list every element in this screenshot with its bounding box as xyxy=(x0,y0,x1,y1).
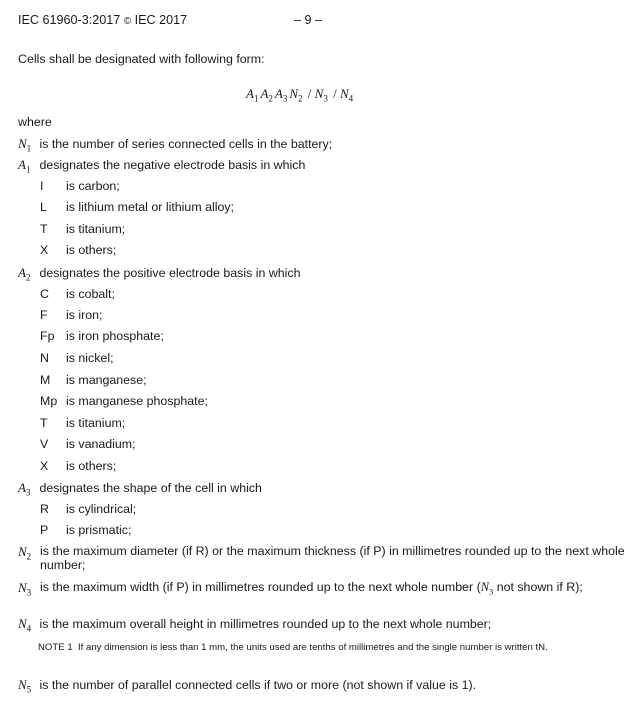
item-text: is cobalt; xyxy=(66,287,115,301)
item-code: P xyxy=(40,523,49,537)
list-item xyxy=(40,308,103,322)
symbol-a2: $A_2$ xyxy=(18,265,31,283)
symbol-n5: $N_5$ xyxy=(18,677,32,695)
note-label: NOTE 1 xyxy=(38,642,73,653)
copyright-text: IEC 2017 xyxy=(134,13,188,27)
item-text: is nickel; xyxy=(66,351,114,365)
item-code: I xyxy=(40,179,44,193)
list-item xyxy=(40,222,125,236)
item-text: is iron phosphate; xyxy=(66,329,164,343)
list-item xyxy=(40,351,114,365)
list-item xyxy=(40,523,131,537)
item-code: C xyxy=(40,287,49,301)
definition-n1-text: is the number of series connected cells in the battery; xyxy=(39,137,333,151)
page-header xyxy=(18,13,187,27)
item-text: is lithium metal or lithium alloy; xyxy=(66,200,235,214)
copyright-symbol: © xyxy=(123,16,132,27)
item-code: T xyxy=(40,222,48,236)
list-item xyxy=(40,287,115,301)
standard-id: IEC 61960-3:2017 xyxy=(18,13,121,27)
formula-term: $N_4$ xyxy=(339,86,354,104)
page-number: – 9 – xyxy=(294,13,323,27)
symbol-a1: $A_1$ xyxy=(18,157,31,175)
item-code: L xyxy=(40,200,47,214)
item-text: is cylindrical; xyxy=(66,502,137,516)
list-item xyxy=(40,243,116,257)
list-item xyxy=(40,373,147,387)
designation-formula xyxy=(246,86,355,104)
definition-n3-text: is the maximum width (if P) in millimetres rounded up to the next whole number ($N_3$ not shown if R); xyxy=(40,580,583,597)
item-code: V xyxy=(40,437,49,451)
definition-n5 xyxy=(18,677,476,695)
item-text: is manganese phosphate; xyxy=(66,394,208,408)
definition-a3-text: designates the shape of the cell in which xyxy=(39,481,262,495)
item-code: M xyxy=(40,373,51,387)
list-item xyxy=(40,179,120,193)
item-code: X xyxy=(40,243,49,257)
list-item xyxy=(40,459,116,473)
item-text: is prismatic; xyxy=(66,523,132,537)
symbol-a3: $A_3$ xyxy=(18,480,31,498)
item-text: is others; xyxy=(66,243,117,257)
list-item xyxy=(40,502,136,516)
item-text: is titanium; xyxy=(66,416,126,430)
definition-n5-text: is the number of parallel connected cells if two or more (not shown if value is 1). xyxy=(39,678,477,692)
definition-n4-text: is the maximum overall height in millimetres rounded up to the next whole number; xyxy=(39,617,492,631)
formula-term: $A_3$ xyxy=(274,86,288,104)
item-text: is others; xyxy=(66,459,117,473)
list-item xyxy=(40,437,136,451)
symbol-n4: $N_4$ xyxy=(18,616,32,634)
item-code: N xyxy=(40,351,49,365)
definition-n1 xyxy=(18,136,332,154)
item-text: is titanium; xyxy=(66,222,126,236)
symbol-n1: $N_1$ xyxy=(18,136,32,154)
intro-text: Cells shall be designated with following form: xyxy=(18,52,265,66)
list-item xyxy=(40,200,234,214)
formula-separator: / xyxy=(304,86,315,101)
list-item xyxy=(40,394,208,408)
list-item xyxy=(40,329,164,343)
definition-a3 xyxy=(18,480,262,498)
item-text: is iron; xyxy=(66,308,103,322)
note-1 xyxy=(38,642,606,654)
symbol-n2: $N_2$ xyxy=(18,544,32,562)
item-code: R xyxy=(40,502,49,516)
item-code: Fp xyxy=(40,329,55,343)
formula-term: $A_2$ xyxy=(260,86,273,104)
definition-a2-text: designates the positive electrode basis in which xyxy=(39,266,301,280)
item-code: F xyxy=(40,308,48,322)
inline-symbol-n3: $N_3$ xyxy=(480,580,494,597)
item-text: is vanadium; xyxy=(66,437,136,451)
item-code: Mp xyxy=(40,394,58,408)
formula-term: $N_2$ xyxy=(289,86,303,104)
definition-a2 xyxy=(18,265,301,283)
note-text: If any dimension is less than 1 mm, the units used are tenths of millimetres and the single number is written tN. xyxy=(78,642,548,653)
definition-n4 xyxy=(18,616,491,634)
symbol-n3: $N_3$ xyxy=(18,580,32,598)
item-code: X xyxy=(40,459,49,473)
formula-separator: / xyxy=(329,86,340,101)
list-item xyxy=(40,416,125,430)
formula-term: $N_3$ xyxy=(314,86,328,104)
item-text: is carbon; xyxy=(66,179,120,193)
item-code: T xyxy=(40,416,48,430)
where-label: where xyxy=(18,115,52,129)
definition-n2-text: is the maximum diameter (if R) or the maximum thickness (if P) in millimetres rounded up to the next whole number; xyxy=(40,544,625,572)
definition-a1-text: designates the negative electrode basis in which xyxy=(39,158,306,172)
item-text: is manganese; xyxy=(66,373,147,387)
definition-a1 xyxy=(18,157,305,175)
formula-term: $A_1$ xyxy=(246,86,259,104)
